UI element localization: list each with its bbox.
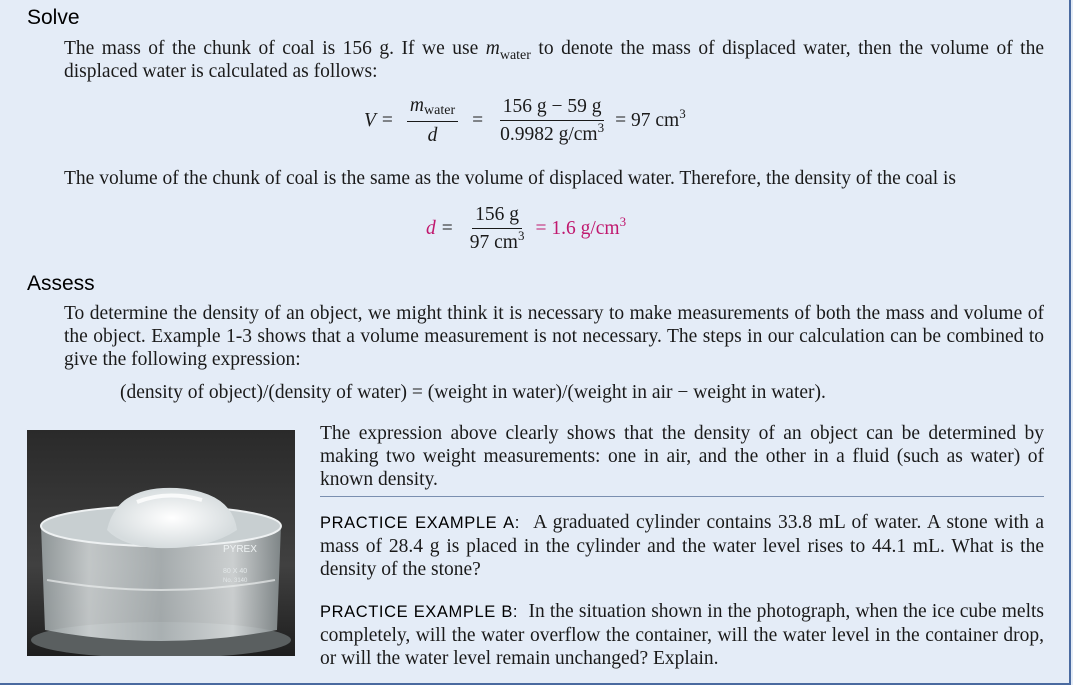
beaker-illustration	[27, 430, 295, 656]
solve-heading: Solve	[27, 6, 80, 29]
assess-heading: Assess	[27, 272, 95, 295]
fraction-m-over-d: $\frac{\text{mwater}}{d}$	[407, 95, 458, 147]
beaker-size-text: 80 X 40	[223, 568, 248, 575]
practice-b-label: PRACTICE EXAMPLE B:	[320, 603, 519, 621]
practice-example-b: PRACTICE EXAMPLE B: In the situation shown in the photograph, when the ice cube melts completely, will the water overflow the container, will the water level in the container drop, or will the water level remain unchanged? Explain.	[320, 601, 1044, 669]
assess-paragraph: To determine the density of an object, we might think it is necessary to make measurements of both the mass and volume of the object. Example 1-3 shows that a volume measurement is not necessary. The steps in our calculation can be combined to give the following expression:	[64, 303, 1044, 370]
pyrex-brand-text: PYREX	[223, 544, 257, 555]
divider-line	[320, 496, 1044, 497]
volume-equation: V = $\frac{\text{mwater}}{d}$ = $\frac{156 g - 59 g}{0.9982 g/cm^3}$ = 97 $cm^3$	[364, 95, 686, 146]
solve-middle-text: The volume of the chunk of coal is the same as the volume of displaced water. Therefore, the density of the coal is	[64, 168, 957, 189]
expression-followup: The expression above clearly shows that the density of an object can be determined by making two weight measurements: one in air, and the other in a fluid (such as water) of known density.	[320, 423, 1044, 490]
density-equation: d = $\frac{156 g}{97 cm^3}$ = 1.6 $g/cm^3$	[426, 204, 627, 253]
solve-intro: The mass of the chunk of coal is 156 g. If we use $m_{water}$ to denote the mass of displaced water, then the volume of the displaced water is calculated as follows:	[64, 38, 1045, 82]
beaker-no-text: No. 3140	[223, 578, 248, 584]
fraction-density: $\frac{156 g}{97 cm^3}$	[469, 204, 525, 253]
density-ratio-expression: (density of object)/(density of water) = (weight in water)/(weight in air − weight in water).	[120, 382, 826, 403]
practice-example-a: PRACTICE EXAMPLE A: A graduated cylinder contains 33.8 mL of water. A stone with a mass of 28.4 g is placed in the cylinder and the water level rises to 44.1 mL. What is the density of the stone?	[320, 512, 1045, 580]
practice-a-label: PRACTICE EXAMPLE A:	[320, 514, 520, 532]
fraction-mass-over-density: $\frac{156 g - 59 g}{0.9982 g/cm^3}$	[500, 96, 605, 145]
beaker-ice-photo	[27, 430, 295, 656]
